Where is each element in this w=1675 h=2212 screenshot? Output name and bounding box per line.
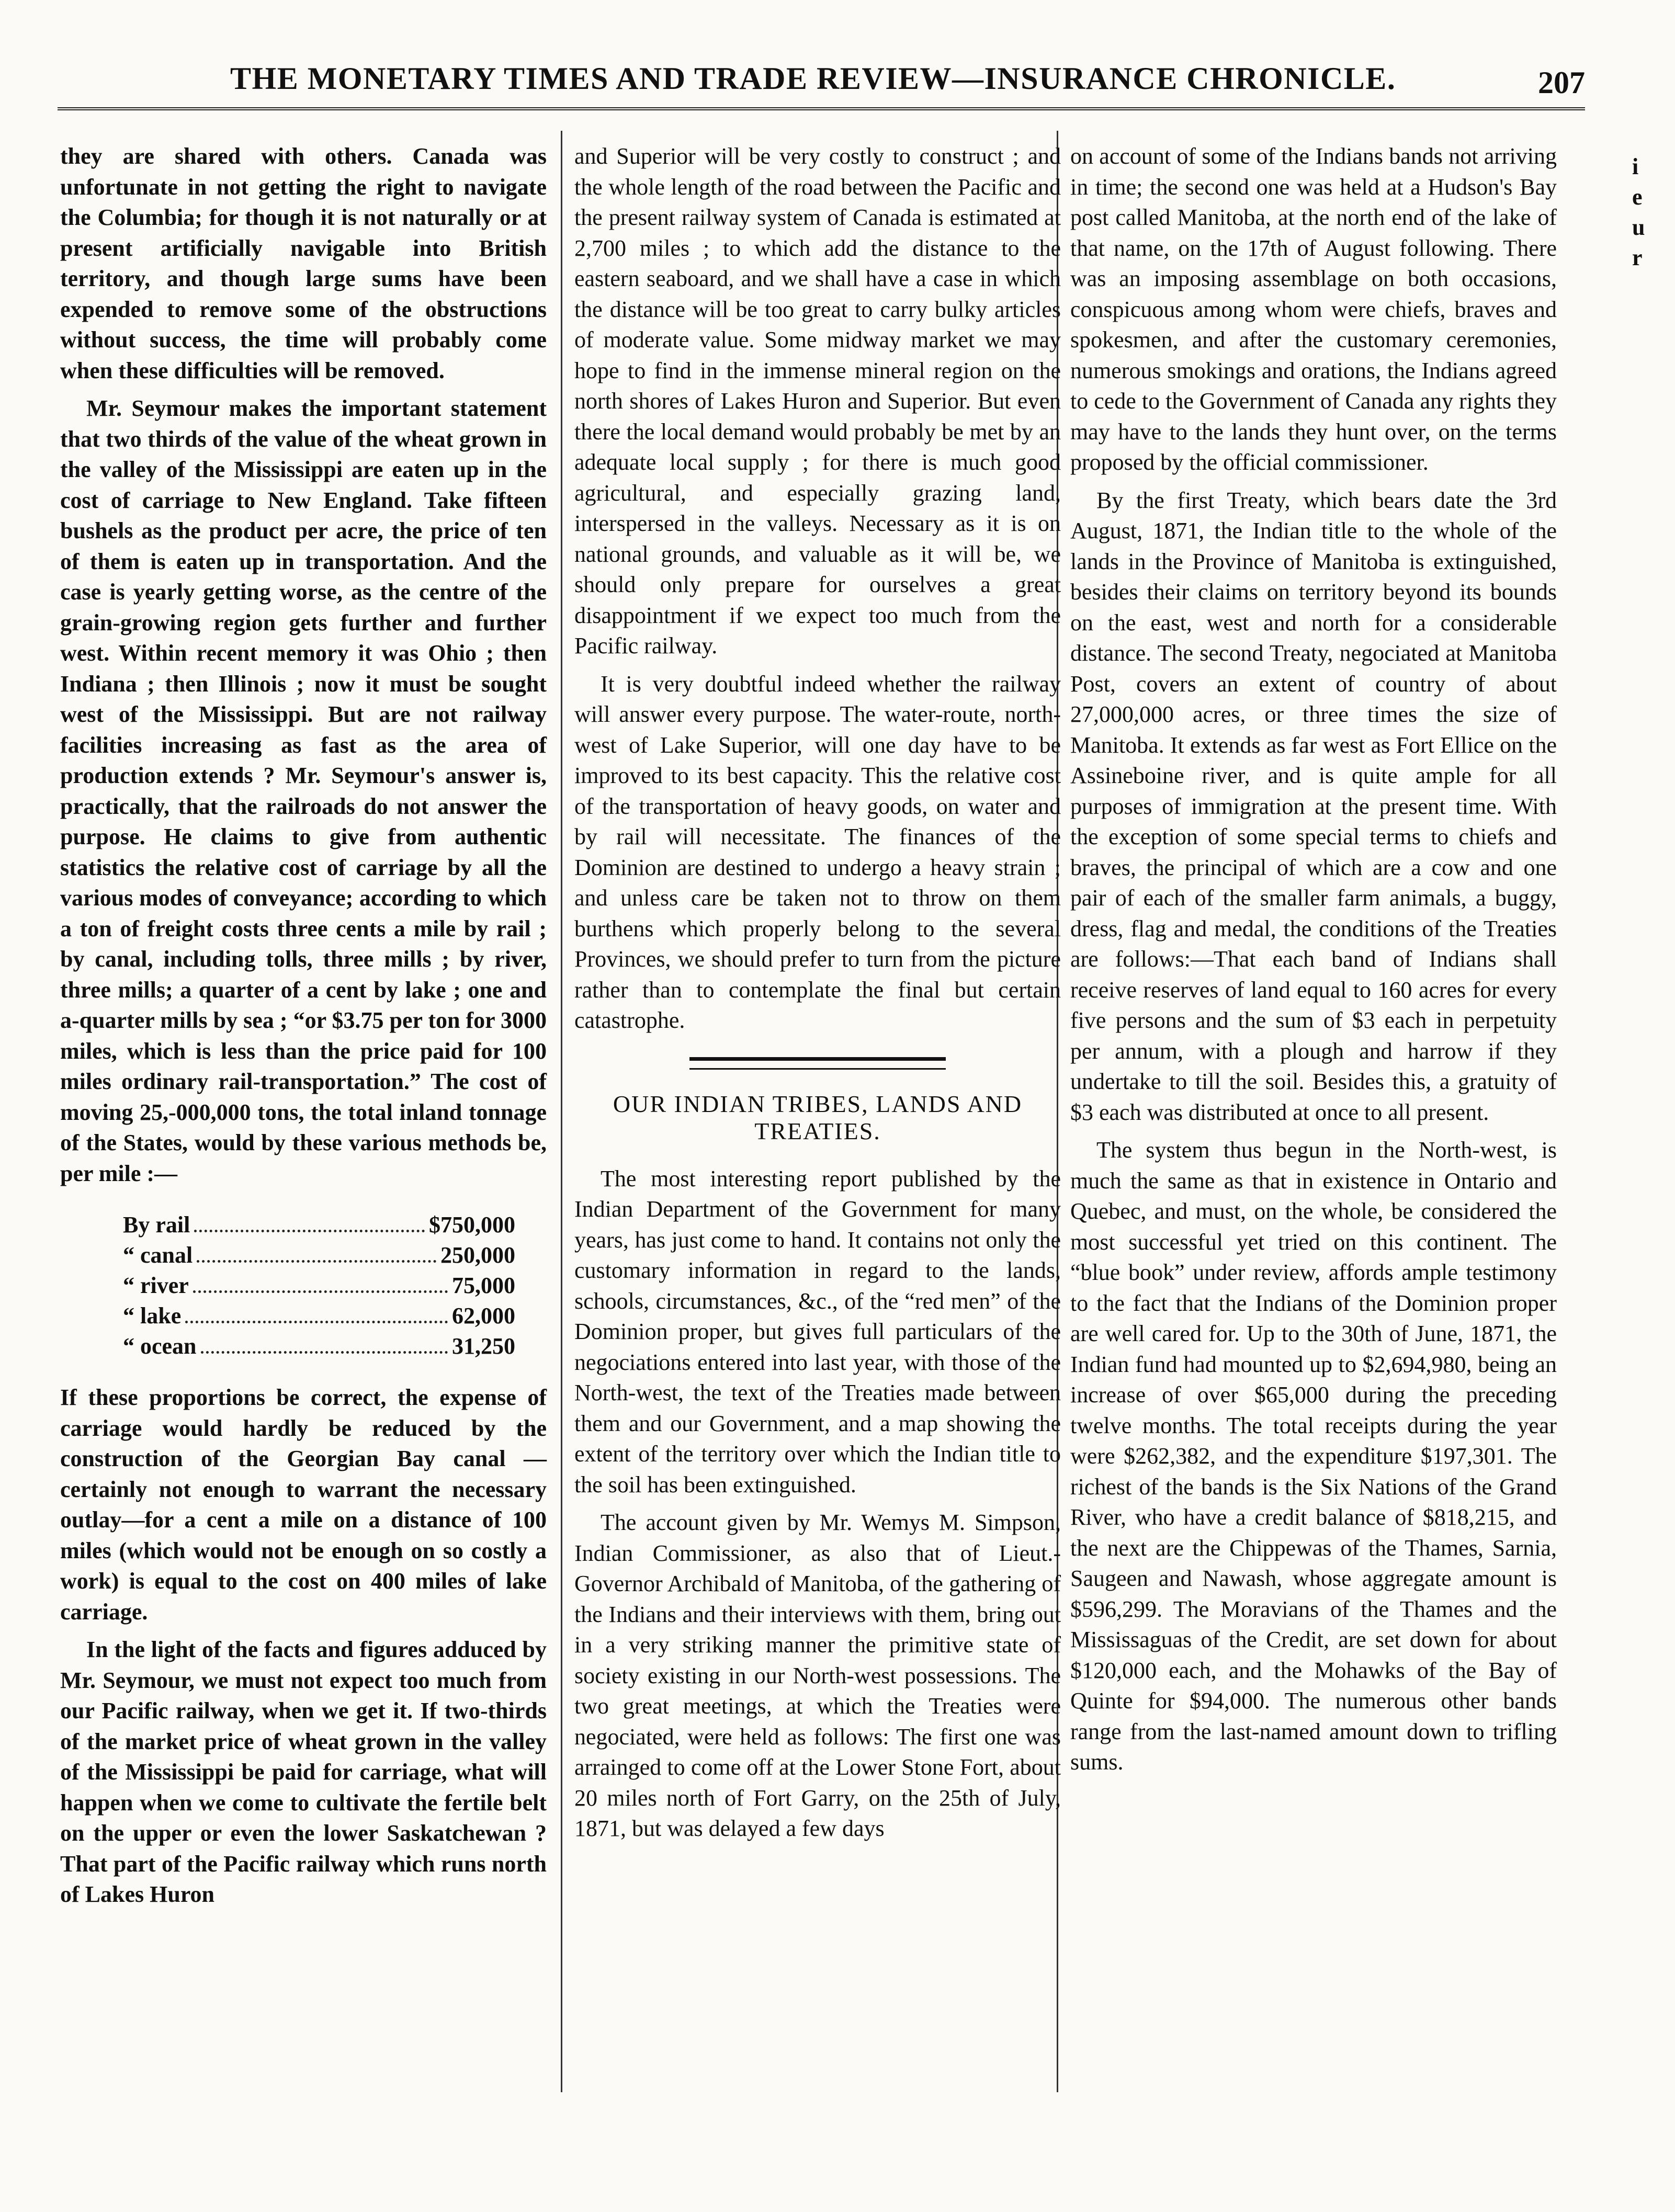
paragraph: The most interesting report published by the Indian Department of the Government for many years, has just come to hand. It contains not only the customary information in regard to the lands, schools, circumstances, &c., of the “red men” of the Dominion proper, but gives full particulars of the negociations entered into last year, with those of the North-west, the text of the Treaties made between them and our Government, and a map showing the extent of the territory over which the Indian title to the soil has been extinguished. — [574, 1165, 1061, 1498]
column-divider-1 — [561, 131, 562, 2092]
leader-dots — [194, 1230, 425, 1232]
column-2 — [574, 141, 1061, 1852]
leader-dots — [197, 1260, 436, 1263]
cost-row — [123, 1210, 515, 1240]
leader-dots — [193, 1290, 448, 1293]
paragraph: It is very doubtful indeed whether the railway will answer every purpose. The water-route, north-west of Lake Superior, will one day have to be improved to its best capacity. This the relative cost of the transportation of heavy goods, on water and by rail will necessitate. The finances of the Dominion are destined to undergo a heavy strain ; and unless care be taken not to throw on them burthens which properly belong to the several Provinces, we should prefer to turn from the picture rather than to contemplate the final but certain catastrophe. — [574, 671, 1061, 1033]
cost-value: 31,250 — [452, 1333, 515, 1359]
cost-value: 75,000 — [452, 1273, 515, 1298]
paragraph: If these proportions be correct, the expense of carriage would hardly be reduced by the construction of the Georgian Bay canal — certainly not enough to warrant the necessary outlay—for a cent a mile on a distance of 100 miles (which would not be enough on so costly a work) is equal to the cost on 400 miles of lake carriage. — [60, 1385, 547, 1625]
edge-fragment: i — [1632, 154, 1639, 179]
edge-fragment: u — [1632, 214, 1645, 240]
cost-label: By rail — [123, 1212, 190, 1238]
section-divider — [689, 1057, 946, 1070]
cost-label: “ ocean — [123, 1333, 197, 1359]
cost-table — [123, 1210, 515, 1362]
cost-row — [123, 1240, 515, 1271]
cost-label: “ lake — [123, 1303, 182, 1329]
paragraph: on account of some of the Indians bands not arriving in time; the second one was held at a Hudson's Bay post called Manitoba, at the north end of the lake of that name, on the 17th of August following. There was an imposing assemblage on both occasions, conspicuous among whom were chiefs, braves and spokesmen, and after the customary ceremonies, numerous smokings and orations, the Indians agreed to cede to the Government of Canada any rights they may have to the lands they hunt over, on the terms proposed by the official commissioner. — [1070, 143, 1557, 475]
page-header — [58, 58, 1585, 105]
edge-fragment: r — [1632, 245, 1643, 270]
cost-label: “ canal — [123, 1242, 193, 1268]
publication-title: THE MONETARY TIMES AND TRADE REVIEW—INSURANCE CHRONICLE. — [230, 61, 1396, 96]
adjacent-page-edge — [1632, 152, 1663, 273]
paragraph: In the light of the facts and figures adduced by Mr. Seymour, we must not expect too much from our Pacific railway, when we get it. If two-thirds of the market price of wheat grown in the valley of the Mississippi be paid for carriage, what will happen when we come to cultivate the fertile belt on the upper or even the lower Saskatchewan ? That part of the Pacific railway which runs north of Lakes Huron — [60, 1637, 547, 1907]
cost-row — [123, 1271, 515, 1301]
cost-value: $750,000 — [429, 1212, 515, 1238]
cost-label: “ river — [123, 1273, 189, 1298]
leader-dots — [201, 1351, 448, 1354]
cost-row — [123, 1301, 515, 1331]
leader-dots — [185, 1321, 448, 1323]
cost-value: 250,000 — [440, 1242, 515, 1268]
edge-fragment: e — [1632, 184, 1643, 210]
section-title: OUR INDIAN TRIBES, LANDS AND TREATIES. — [613, 1090, 1023, 1144]
paragraph: Mr. Seymour makes the important statement that two thirds of the value of the wheat grown in the valley of the Mississippi are eaten up in the cost of carriage to New England. Take fifteen bushels as the product per acre, the price of ten of them is eaten up in transportation. And the case is yearly getting worse, as the centre of the grain-growing region gets further and further west. Within recent memory it was Ohio ; then Indiana ; then Illinois ; now it must be sought west of the Mississippi. But are not railway facilities increasing as fast as the area of production extends ? Mr. Seymour's answer is, practically, that the railroads do not answer the purpose. He claims to give from authentic statistics the relative cost of carriage by all the various modes of conveyance; according to which a ton of freight costs three cents a mile by rail ; by canal, including tolls, three mills ; by river, three mills; a quarter of a cent by lake ; one and a-quarter mills by sea ; “or $3.75 per ton for 3000 miles, which is less than the price paid for 100 miles ordinary rail-transportation.” The cost of moving 25,-000,000 tons, the total inland tonnage of the States, would by these various methods be, per mile :— — [60, 395, 547, 1186]
column-1 — [60, 141, 547, 1918]
page-number: 207 — [1538, 65, 1585, 100]
header-rule — [58, 107, 1585, 110]
paragraph: The account given by Mr. Wemys M. Simpson, Indian Commissioner, as also that of Lieut.-Governor Archibald of Manitoba, of the gathering of the Indians and their interviews with them, bring out in a very striking manner the primitive state of society existing in our North-west possessions. The two great meetings, at which the Treaties were negociated, were held as follows: The first one was arrainged to come off at the Lower Stone Fort, about 20 miles north of Fort Garry, on the 25th of July, 1871, but was delayed a few days — [574, 1510, 1061, 1841]
column-3 — [1070, 141, 1557, 1785]
cost-value: 62,000 — [452, 1303, 515, 1329]
paragraph: By the first Treaty, which bears date the 3rd August, 1871, the Indian title to the whole of the lands in the Province of Manitoba is extinguished, besides their claims on territory beyond its bounds on the east, west and north for a considerable distance. The second Treaty, negociated at Manitoba Post, covers an extent of country of about 27,000,000 acres, or three times the size of Manitoba. It extends as far west as Fort Ellice on the Assineboine river, and is quite ample for all purposes of immigration at the present time. With the exception of some special terms to chiefs and braves, the principal of which are a cow and one pair of each of the smaller farm animals, a buggy, dress, flag and medal, the conditions of the Treaties are follows:—That each band of Indians shall receive reserves of land equal to 160 acres for every five persons and the sum of $3 each in perpetuity per annum, with a plough and harrow if they undertake to till the soil. Besides this, a gratuity of $3 each was distributed at once to all present. — [1070, 487, 1557, 1125]
cost-row — [123, 1331, 515, 1362]
paragraph: The system thus begun in the North-west, is much the same as that in existence in Ontario and Quebec, and must, on the whole, be considered the most successful yet tried on this continent. The “blue book” under review, affords ample testimony to the fact that the Indians of the Dominion proper are well cared for. Up to the 30th of June, 1871, the Indian fund had mounted up to $2,694,980, being an increase of over $65,000 during the preceding twelve months. The total receipts during the year were $262,382, and the expenditure $197,301. The richest of the bands is the Six Nations of the Grand River, who have a credit balance of $818,215, and the next are the Chippewas of the Thames, Sarnia, Saugeen and Nawash, whose aggregate amount is $596,299. The Moravians of the Thames and the Mississaguas of the Credit, are set down for about $120,000 each, and the Mohawks of the Bay of Quinte for $94,000. The numerous other bands range from the last-named amount down to trifling sums. — [1070, 1137, 1557, 1775]
paragraph: they are shared with others. Canada was unfortunate in not getting the right to navigate the Columbia; for though it is not naturally or at present artificially navigable into British territory, and though large sums have been expended to remove some of the obstructions without success, the time will probably come when these difficulties will be removed. — [60, 143, 547, 383]
paragraph: and Superior will be very costly to construct ; and the whole length of the road between the Pacific and the present railway system of Canada is estimated at 2,700 miles ; to which add the distance to the eastern seaboard, and we shall have a case in which the distance will be too great to carry bulky articles of moderate value. Some midway market we may hope to find in the immense mineral region on the north shores of Lakes Huron and Superior. But even there the local demand would probably be met by an adequate local supply ; for there is much good agricultural, and especially grazing land, interspersed in the valleys. Necessary as it is on national grounds, and valuable as it will be, we should only prepare for ourselves a great disappointment if we expect too much from the Pacific railway. — [574, 143, 1061, 659]
